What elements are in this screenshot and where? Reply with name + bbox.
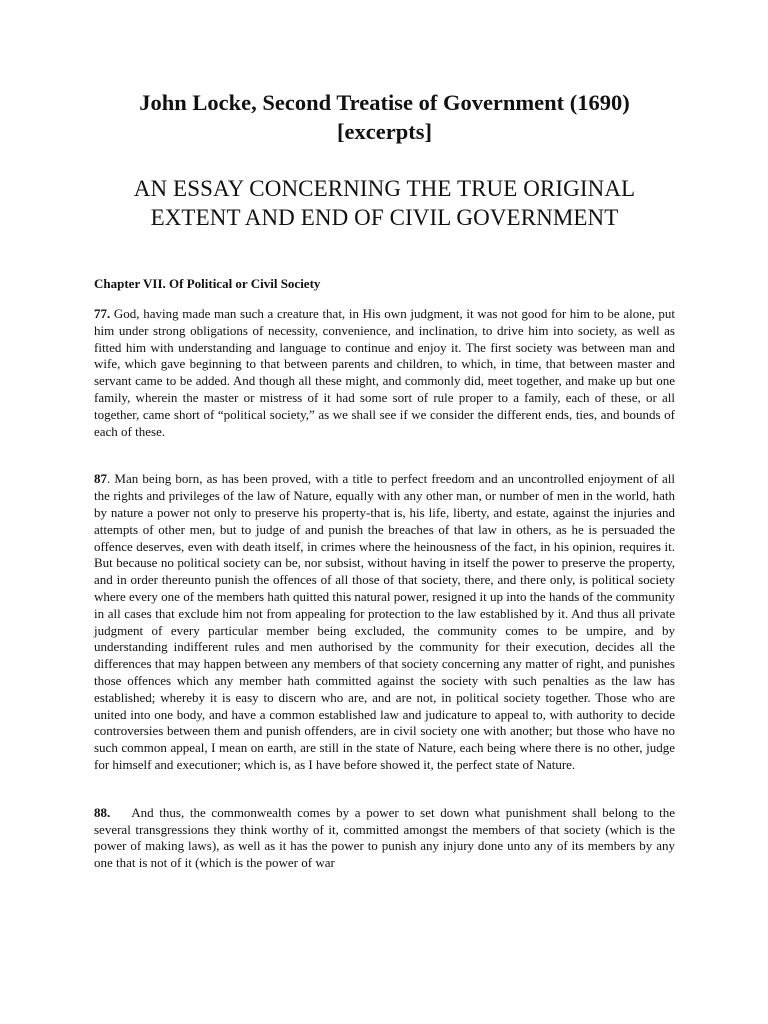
paragraph-text: . Man being born, as has been proved, with a title to perfect freedom and an uncontrolled enjoyment of all the rights and privileges of the law of Nature, equally with any other man, or number of men in the world, hath by nature a power not only to preserve his property-that is, his life, liberty, and estate, against the injuries and attempts of other men, but to judge of and punish the breaches of that law in others, as he is persuaded the offence deserves, even with death itself, in crimes where the heinousness of the fact, in his opinion, requires it. But because no political society can be, nor subsist, without having in itself the power to preserve the property, and in order thereunto punish the offences of all those of that society, there, and there only, is political society where every one of the members hath quitted this natural power, resigned it up into the hands of the community in all cases that exclude him not from appealing for protection to the law established by it. And thus all private judgment of every particular member being excluded, the community comes to be umpire, and by understanding indifferent rules and men authorised by the community for their execution, decides all the differences that may happen between any members of that society concerning any matter of right, and punishes those offences which any member hath committed against the society with such penalties as the law has established; whereby it is easy to discern who are, and are not, in political society together. Those who are united into one body, and have a common established law and judicature to appeal to, with authority to decide controversies between them and punish offenders, are in civil society one with another; but those who have no such common appeal, I mean on earth, are still in the state of Nature, each being where there is no other, judge for himself and executioner; which is, as I have before showed it, the perfect state of Nature. [94, 471, 675, 772]
paragraph-88 [94, 805, 675, 872]
document-page [94, 88, 675, 872]
paragraph-number: 88. [94, 804, 111, 820]
document-title: John Locke, Second Treatise of Government (1690) [excerpts] [139, 90, 630, 144]
document-subtitle: AN ESSAY CONCERNING THE TRUE ORIGINAL EXTENT AND END OF CIVIL GOVERNMENT [133, 176, 636, 230]
paragraph-text: And thus, the commonwealth comes by a power to set down what punishment shall belong to the several transgressions they think worthy of it, committed amongst the members of that society (which is the power of making laws), as well as it has the power to punish any injury done unto any of its members by any one that is not of it (which is the power of war [94, 804, 675, 871]
chapter-heading: Chapter VII. Of Political or Civil Society [94, 276, 321, 291]
paragraph-number: 87 [94, 471, 107, 487]
paragraph-number: 77. [94, 306, 111, 321]
paragraph-text: God, having made man such a creature that, in His own judgment, it was not good for him to be alone, put him under strong obligations of necessity, convenience, and inclination, to drive him into society, as well as fitted him with understanding and language to continue and enjoy it. The first society was between man and wife, which gave beginning to that between parents and children, to which, in time, that between master and servant came to be added. And though all these might, and commonly did, meet together, and make up but one family, wherein the master or mistress of it had some sort of rule proper to a family, each of these, or all together, came short of “political society,” as we shall see if we consider the different ends, ties, and bounds of each of these. [94, 306, 675, 439]
paragraph-77 [94, 306, 675, 440]
paragraph-87 [94, 471, 675, 773]
